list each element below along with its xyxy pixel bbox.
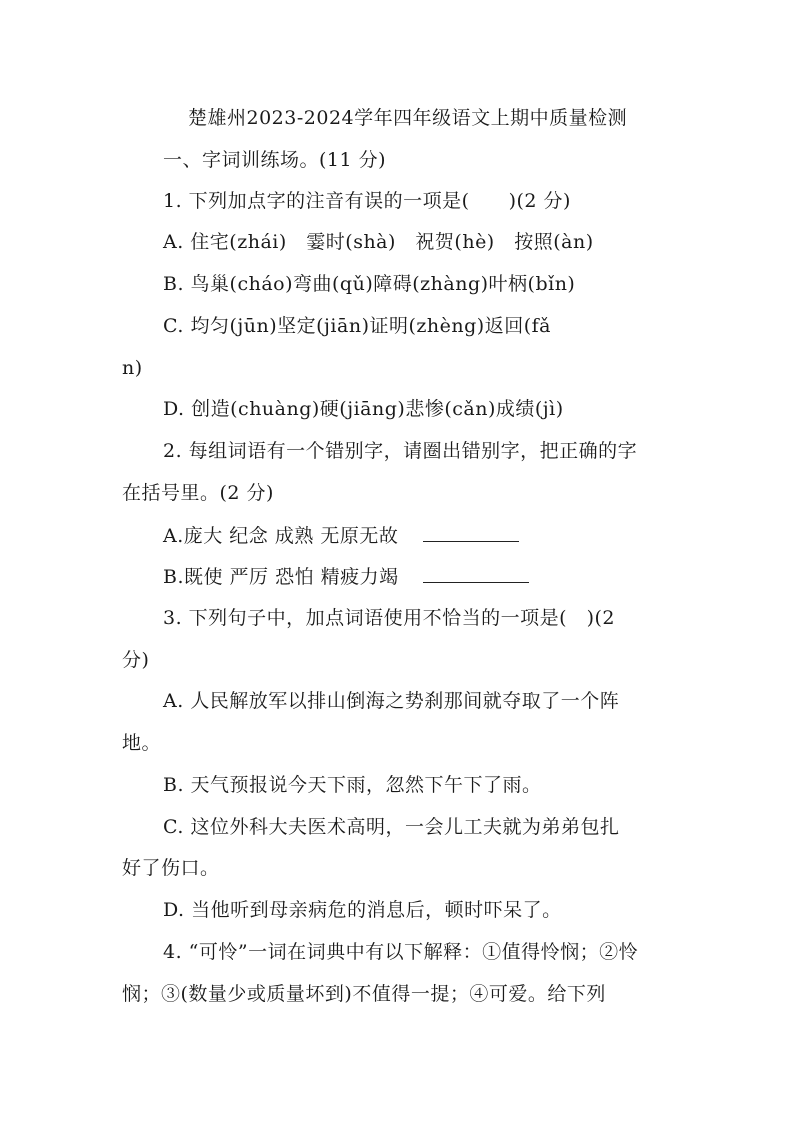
question-2-stem-continued: 在括号里。(2 分) [122,482,274,504]
question-2-option-b-text: B.既使 严厉 恐怕 精疲力竭 [163,566,399,588]
answer-blank-a[interactable] [423,523,519,542]
section-heading: 一、字词训练场。(11 分) [163,149,387,171]
question-3-option-c: C. 这位外科大夫医术高明，一会儿工夫就为弟弟包扎 [163,816,620,838]
question-2-option-a [163,523,519,548]
question-4-stem: 4. “可怜”一词在词典中有以下解释：①值得怜悯；②怜 [163,941,639,963]
question-3-option-a: A. 人民解放军以排山倒海之势刹那间就夺取了一个阵 [163,690,620,712]
question-3-option-d: D. 当他听到母亲病危的消息后，顿时吓呆了。 [163,899,562,921]
question-1-option-a: A. 住宅(zhái) 霎时(shà) 祝贺(hè) 按照(àn) [163,231,594,253]
exam-title: 楚雄州2023-2024学年四年级语文上期中质量检测 [188,107,628,129]
question-2-stem: 2. 每组词语有一个错别字，请圈出错别字，把正确的字 [163,440,638,462]
answer-blank-b[interactable] [423,564,529,583]
question-4-stem-continued: 悯；③(数量少或质量坏到)不值得一提；④可爱。给下列 [122,983,606,1005]
question-1-stem: 1. 下列加点字的注音有误的一项是( )(2 分) [163,190,571,212]
question-3-option-b: B. 天气预报说今天下雨，忽然下午下了雨。 [163,774,542,796]
question-3-stem: 3. 下列句子中，加点词语使用不恰当的一项是( )(2 [163,607,615,629]
question-2-option-b [163,564,529,589]
question-1-option-b: B. 鸟巢(cháo)弯曲(qǔ)障碍(zhàng)叶柄(bǐn) [163,273,576,295]
question-1-option-c-continued: n) [122,357,143,379]
question-1-option-c: C. 均匀(jūn)坚定(jiān)证明(zhèng)返回(fǎ [163,315,551,337]
question-2-option-a-text: A.庞大 纪念 成熟 无原无故 [163,525,399,547]
question-3-option-a-continued: 地。 [122,732,162,754]
question-3-option-c-continued: 好了伤口。 [122,857,220,879]
question-3-stem-continued: 分) [122,649,150,671]
question-1-option-d: D. 创造(chuàng)硬(jiāng)悲惨(cǎn)成绩(jì) [163,398,564,420]
